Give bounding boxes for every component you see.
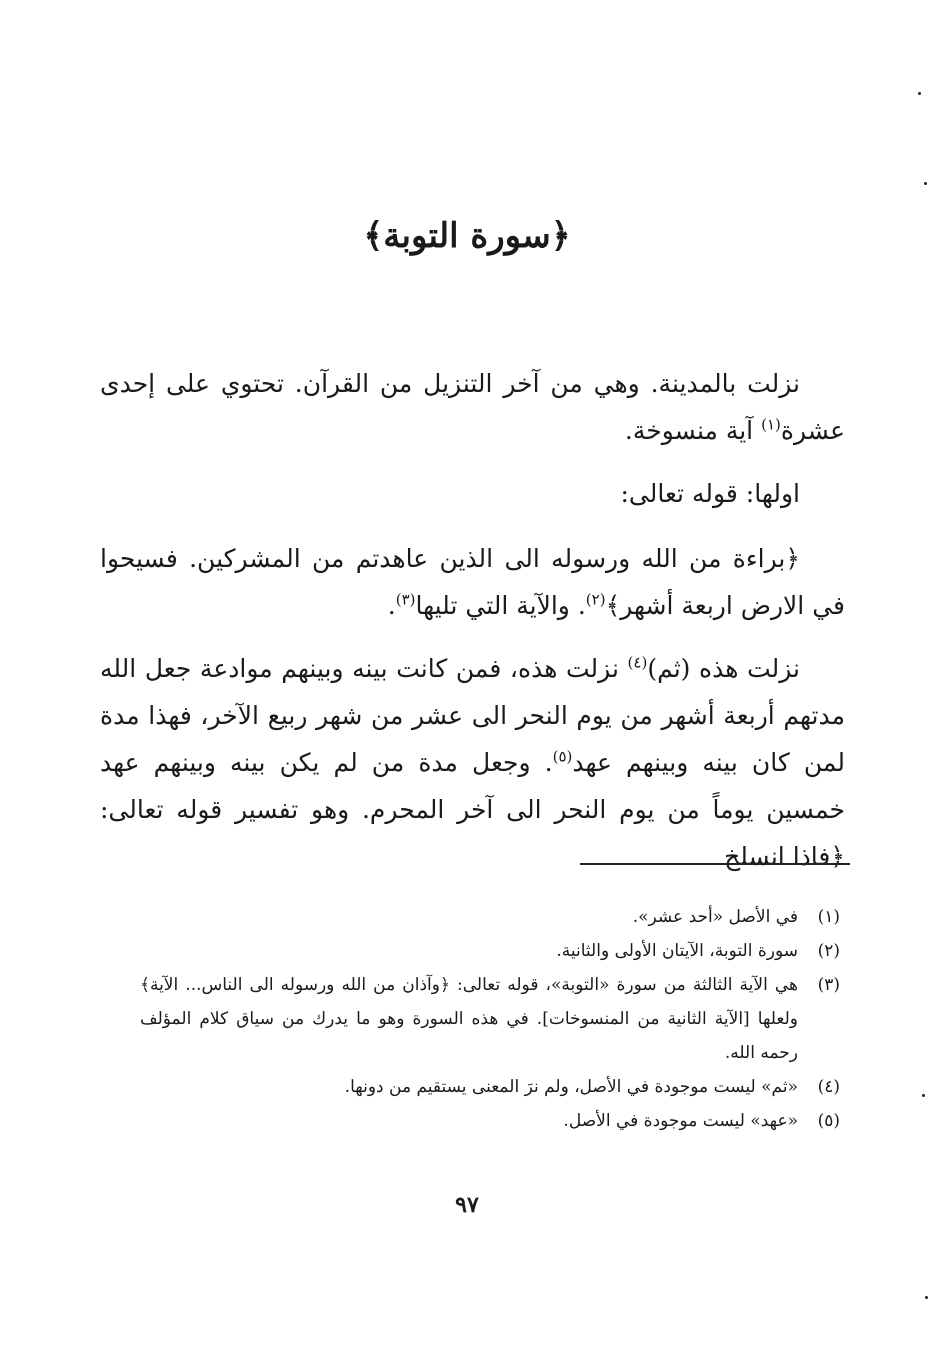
footnote-text: هي الآية الثالثة من سورة «التوبة»، قوله تعالى: ﴿وآذان من الله ورسوله الى الناس... الآية﴾ ولعلها [الآية الثانية من المنسوخات]. في هذه السورة وهو ما يدرك من سياق كلام المؤلف رحمه الله.	[140, 975, 798, 1063]
footnote-item	[140, 968, 840, 1070]
commentary-start: نزلت هذه (ثم)	[647, 654, 800, 683]
footnote-divider	[580, 863, 850, 865]
footnote-item	[140, 1104, 840, 1138]
footnote-text: سورة التوبة، الآيتان الأولى والثانية.	[556, 941, 798, 961]
verse-followup: . والآية التي تليها	[415, 591, 586, 620]
footnote-number: (٥)	[817, 1111, 840, 1131]
commentary-middle: نزلت هذه، فمن كانت بينه وبينهم موادعة جعل الله مدتهم أربعة أشهر من يوم النحر الى عشر من شهر ربيع الآخر، فهذا مدة لمن كان بينه وبينهم عهد	[100, 654, 845, 777]
paragraph-first-verse-intro	[100, 470, 845, 517]
footnote-ref: (٢)	[585, 590, 606, 609]
footnote-number: (٤)	[817, 1077, 840, 1097]
verse-end: .	[387, 591, 396, 620]
footnote-ref: (٤)	[627, 653, 648, 672]
footnote-text: «ثم» ليست موجودة في الأصل، ولم نرَ المعنى يستقيم من دونها.	[344, 1077, 798, 1097]
first-verse-label: اولها: قوله تعالى:	[620, 479, 800, 508]
scan-mark	[922, 1094, 925, 1097]
footnote-number: (٢)	[817, 941, 840, 961]
paragraph-commentary	[100, 645, 845, 880]
paragraph-verse	[100, 535, 845, 629]
footnote-ref: (١)	[761, 415, 781, 434]
scan-mark	[924, 182, 927, 185]
footnote-item	[140, 934, 840, 968]
footnote-item	[140, 1070, 840, 1104]
footnote-number: (١)	[817, 907, 840, 927]
surah-title: ﴿سورة التوبة﴾	[363, 216, 571, 256]
verse-text: ﴿براءة من الله ورسوله الى الذين عاهدتم من المشركين. فسيحوا في الارض اربعة أشهر﴾	[100, 544, 845, 620]
commentary-end: . وجعل مدة من لم يكن بينه وبينهم عهد خمسين يوماً من يوم النحر الى آخر المحرم. وهو تفسير قوله تعالى: ﴿فاذا انسلخ	[100, 748, 845, 871]
footnote-number: (٣)	[817, 975, 840, 995]
footnotes	[140, 900, 840, 1138]
footnote-item	[140, 900, 840, 934]
scan-mark	[918, 92, 921, 95]
scan-mark	[925, 1296, 928, 1299]
paragraph-intro	[100, 360, 845, 454]
footnote-ref: (٣)	[395, 590, 416, 609]
intro-text-end: آية منسوخة.	[624, 416, 762, 445]
intro-text: نزلت بالمدينة. وهي من آخر التنزيل من القرآن. تحتوي على إحدى عشرة	[100, 369, 845, 445]
footnote-text: في الأصل «أحد عشر».	[632, 907, 798, 927]
page-number: ٩٧	[455, 1192, 479, 1218]
footnote-ref: (٥)	[552, 747, 573, 766]
footnote-text: «عهد» ليست موجودة في الأصل.	[563, 1111, 798, 1131]
